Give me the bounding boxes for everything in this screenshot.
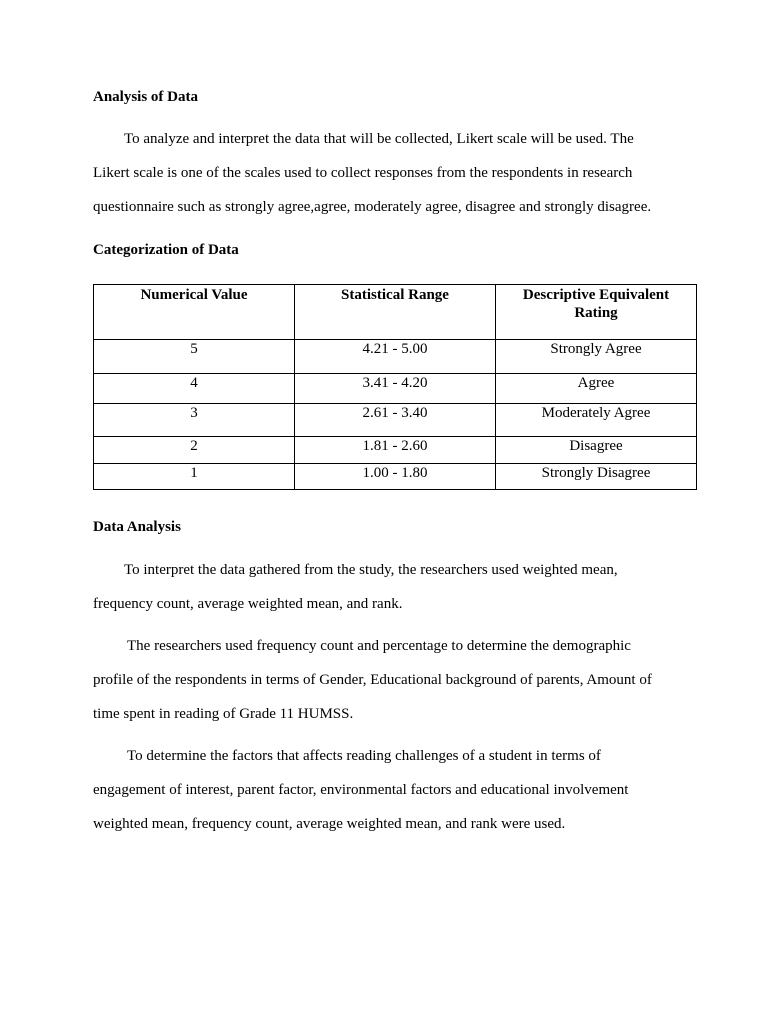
table-cell: Moderately Agree: [496, 404, 697, 437]
paragraph-line: engagement of interest, parent factor, environmental factors and educational involvement: [93, 782, 629, 798]
categorization-table: [93, 284, 697, 490]
table-cell: 1.81 - 2.60: [295, 437, 496, 464]
table-cell: 5: [94, 340, 295, 374]
table-row: [94, 340, 697, 374]
data-analysis-paragraph-2: [93, 629, 683, 731]
paragraph-line: The researchers used frequency count and percentage to determine the demographic: [127, 638, 631, 654]
table-cell: 2.61 - 3.40: [295, 404, 496, 437]
table-row: [94, 374, 697, 404]
table-cell: 1.00 - 1.80: [295, 464, 496, 490]
column-header-numerical-value: Numerical Value: [94, 285, 295, 340]
paragraph-line: To determine the factors that affects reading challenges of a student in terms of: [127, 748, 601, 764]
data-analysis-heading: Data Analysis: [93, 519, 181, 535]
table-cell: 4: [94, 374, 295, 404]
table-row: [94, 464, 697, 490]
table-cell: 3.41 - 4.20: [295, 374, 496, 404]
table-cell: 1: [94, 464, 295, 490]
paragraph-line: time spent in reading of Grade 11 HUMSS.: [93, 706, 354, 722]
table-header-row: [94, 285, 697, 340]
table-cell: 4.21 - 5.00: [295, 340, 496, 374]
table-cell: Strongly Disagree: [496, 464, 697, 490]
column-header-descriptive-rating: Descriptive Equivalent Rating: [496, 285, 697, 340]
data-analysis-paragraph-1: [93, 553, 683, 621]
table-row: [94, 404, 697, 437]
column-header-statistical-range: Statistical Range: [295, 285, 496, 340]
table-cell: 2: [94, 437, 295, 464]
categorization-heading: Categorization of Data: [93, 242, 239, 258]
table-cell: Agree: [496, 374, 697, 404]
paragraph-line: Likert scale is one of the scales used to collect responses from the respondents in research: [93, 165, 633, 181]
paragraph-line: frequency count, average weighted mean, and rank.: [93, 596, 403, 612]
table-row: [94, 437, 697, 464]
table-cell: Disagree: [496, 437, 697, 464]
analysis-paragraph: [93, 122, 683, 224]
paragraph-line: questionnaire such as strongly agree,agree, moderately agree, disagree and strongly disagree.: [93, 199, 652, 215]
paragraph-line: weighted mean, frequency count, average weighted mean, and rank were used.: [93, 816, 566, 832]
paragraph-line: profile of the respondents in terms of Gender, Educational background of parents, Amount of: [93, 672, 652, 688]
data-analysis-paragraph-3: [93, 739, 683, 841]
table-cell: 3: [94, 404, 295, 437]
table-cell: Strongly Agree: [496, 340, 697, 374]
analysis-of-data-heading: Analysis of Data: [93, 89, 199, 105]
paragraph-line: To interpret the data gathered from the study, the researchers used weighted mean,: [124, 562, 618, 578]
paragraph-line: To analyze and interpret the data that will be collected, Likert scale will be used. The: [124, 131, 634, 147]
